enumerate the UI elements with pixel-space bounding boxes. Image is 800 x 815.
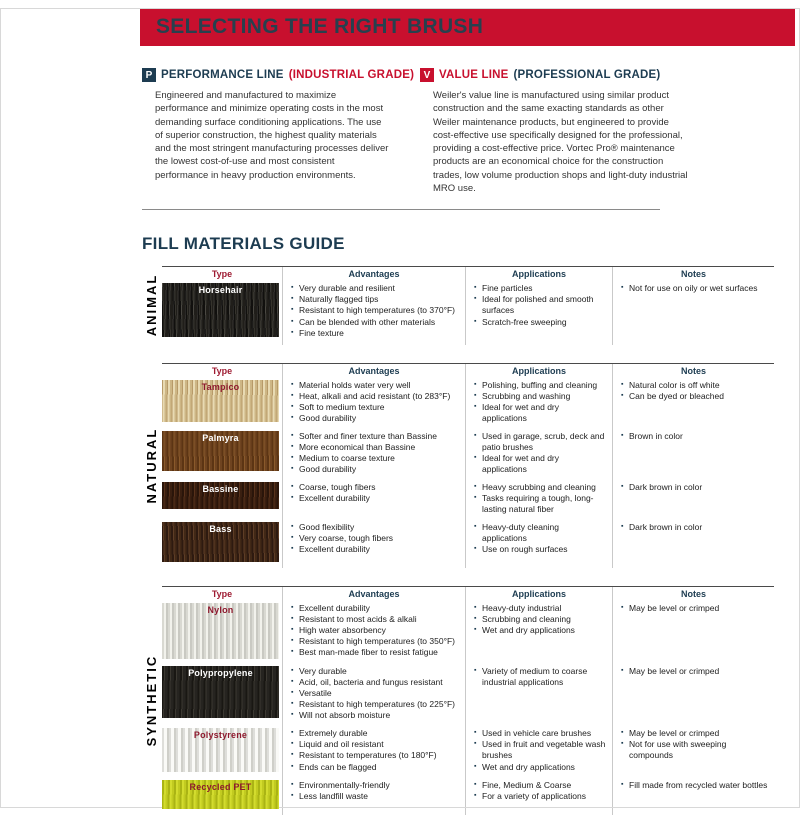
applications-list [474, 603, 606, 636]
bullet-item: ▪ Heavy-duty cleaning applications [474, 522, 606, 544]
bullet-item: ▪ Acid, oil, bacteria and fungus resistant [291, 677, 459, 688]
material-image-bass [162, 522, 279, 562]
applications-cell [465, 779, 612, 815]
bullet-item: ▪ Resistant to high temperatures (to 370°F) [291, 305, 459, 316]
applications-list [474, 780, 606, 802]
performance-line-section [142, 68, 415, 195]
notes-list [621, 482, 768, 493]
material-row-recycled-pet [162, 779, 774, 815]
bullet-item: ▪ Heavy-duty industrial [474, 603, 606, 614]
type-cell [162, 727, 282, 778]
applications-cell [465, 481, 612, 521]
applications-cell [465, 727, 612, 778]
type-cell [162, 521, 282, 568]
material-image-nylon [162, 603, 279, 659]
material-row-bass [162, 521, 774, 568]
bullet-item: ▪ Tasks requiring a tough, long-lasting natural fiber [474, 493, 606, 515]
column-header-advantages: Advantages [282, 267, 465, 282]
column-header-applications: Applications [465, 364, 612, 379]
notes-cell [612, 727, 774, 778]
advantages-list [291, 380, 459, 424]
advantages-cell [282, 481, 465, 521]
material-image-polystyrene [162, 728, 279, 772]
material-row-polypropylene [162, 665, 774, 727]
material-section-synthetic [142, 586, 774, 814]
advantages-list [291, 522, 459, 555]
bullet-item: ▪ Softer and finer texture than Bassine [291, 431, 459, 442]
bullet-item: ▪ Wet and dry applications [474, 762, 606, 773]
type-cell [162, 282, 282, 344]
section-label-animal: ANIMAL [144, 274, 159, 337]
notes-list [621, 431, 768, 442]
advantages-list [291, 431, 459, 475]
bullet-item: ▪ Material holds water very well [291, 380, 459, 391]
bullet-item: ▪ Coarse, tough fibers [291, 482, 459, 493]
bullet-item: ▪ Can be dyed or bleached [621, 391, 768, 402]
column-header-applications: Applications [465, 587, 612, 602]
bullet-item: ▪ Brown in color [621, 431, 768, 442]
material-row-palmyra [162, 430, 774, 481]
advantages-cell [282, 665, 465, 727]
advantages-list [291, 728, 459, 772]
notes-cell [612, 779, 774, 815]
bullet-item: ▪ Naturally flagged tips [291, 294, 459, 305]
page-banner [140, 8, 795, 46]
material-image-palmyra [162, 431, 279, 471]
applications-cell [465, 665, 612, 727]
performance-line-body: Engineered and manufactured to maximize performance and minimize operating costs in the most demanding surface conditioning applications. The use of superior construction, the highest quality materials and the most stringent manufacturing processes deliver the lowest cost-of-use and most consistent performance in heavy production environments. [155, 90, 389, 181]
value-line-heading [420, 68, 692, 82]
material-image-bassine [162, 482, 279, 509]
bullet-item: ▪ May be level or crimped [621, 603, 768, 614]
bullet-item: ▪ Ideal for wet and dry applications [474, 402, 606, 424]
material-section-natural [142, 363, 774, 569]
bullet-item: ▪ Dark brown in color [621, 482, 768, 493]
material-image-horsehair [162, 283, 279, 337]
bullet-item: ▪ Resistant to most acids & alkali [291, 614, 459, 625]
type-cell [162, 481, 282, 521]
notes-list [621, 522, 768, 533]
notes-list [621, 666, 768, 677]
bullet-item: ▪ Environmentally-friendly [291, 780, 459, 791]
type-cell [162, 379, 282, 430]
column-header-type: Type [211, 589, 233, 600]
bullet-item: ▪ Excellent durability [291, 544, 459, 555]
notes-cell [612, 481, 774, 521]
material-row-horsehair [162, 282, 774, 344]
type-cell [162, 779, 282, 815]
material-type-label: Recycled PET [189, 781, 252, 792]
advantages-cell [282, 430, 465, 481]
bullet-item: ▪ Can be blended with other materials [291, 317, 459, 328]
applications-list [474, 283, 606, 327]
advantages-cell [282, 282, 465, 344]
notes-cell [612, 282, 774, 344]
advantages-list [291, 780, 459, 802]
bullet-item: ▪ Resistant to high temperatures (to 225°F) [291, 699, 459, 710]
bullet-item: ▪ Not for use on oily or wet surfaces [621, 283, 768, 294]
bullet-item: ▪ Ends can be flagged [291, 762, 459, 773]
bullet-item: ▪ High water absorbency [291, 625, 459, 636]
column-header-type: Type [211, 365, 233, 376]
applications-list [474, 431, 606, 475]
bullet-item: ▪ Excellent durability [291, 603, 459, 614]
table-header-row [162, 587, 774, 602]
fill-materials-guide-title: FILL MATERIALS GUIDE [142, 234, 345, 254]
advantages-cell [282, 779, 465, 815]
material-type-label: Horsehair [198, 285, 243, 296]
material-row-nylon [162, 602, 774, 665]
performance-line-badge-icon: P [142, 68, 156, 82]
advantages-list [291, 666, 459, 721]
column-header-applications: Applications [465, 267, 612, 282]
bullet-item: ▪ Ideal for wet and dry applications [474, 453, 606, 475]
bullet-item: ▪ May be level or crimped [621, 728, 768, 739]
bullet-item: ▪ Soft to medium texture [291, 402, 459, 413]
bullet-item: ▪ Medium to coarse texture [291, 453, 459, 464]
bullet-item: ▪ Good durability [291, 413, 459, 424]
applications-list [474, 380, 606, 424]
value-line-badge-icon: V [420, 68, 434, 82]
column-header-type: Type [211, 269, 233, 280]
bullet-item: ▪ Versatile [291, 688, 459, 699]
notes-list [621, 380, 768, 402]
advantages-cell [282, 727, 465, 778]
bullet-item: ▪ Best man-made fiber to resist fatigue [291, 647, 459, 658]
value-line-title: VALUE LINE [439, 69, 509, 81]
column-header-notes: Notes [612, 587, 774, 602]
bullet-item: ▪ Fine, Medium & Coarse [474, 780, 606, 791]
bullet-item: ▪ Will not absorb moisture [291, 710, 459, 721]
notes-cell [612, 602, 774, 665]
column-header-advantages: Advantages [282, 587, 465, 602]
advantages-list [291, 482, 459, 504]
notes-cell [612, 430, 774, 481]
bullet-item: ▪ Scrubbing and cleaning [474, 614, 606, 625]
material-type-label: Tampico [201, 381, 240, 392]
column-header-notes: Notes [612, 364, 774, 379]
section-label-natural: NATURAL [144, 427, 159, 504]
section-divider [142, 209, 660, 210]
bullet-item: ▪ Used in fruit and vegetable wash brushes [474, 739, 606, 761]
bullet-item: ▪ Fine texture [291, 328, 459, 339]
material-type-label: Bassine [202, 483, 239, 494]
bullet-item: ▪ Fine particles [474, 283, 606, 294]
applications-cell [465, 602, 612, 665]
material-row-polystyrene [162, 727, 774, 778]
value-line-body: Weiler's value line is manufactured using similar product construction and the same exacting standards as other Weiler maintenance products, but engineered to provide cost-effective use specifically designed for the professional, providing a cost-effective price. Vortec Pro® maintenance products are an economical choice for the construction trades, low volume production shops and light-duty industrial MRO use. [433, 90, 688, 195]
material-type-label: Polypropylene [188, 668, 253, 679]
column-header-notes: Notes [612, 267, 774, 282]
fill-materials-guide [142, 266, 774, 814]
bullet-item: ▪ Used in vehicle care brushes [474, 728, 606, 739]
bullet-item: ▪ Extremely durable [291, 728, 459, 739]
applications-list [474, 728, 606, 772]
material-row-bassine [162, 481, 774, 521]
applications-cell [465, 430, 612, 481]
section-label-synthetic: SYNTHETIC [144, 654, 159, 747]
materials-table [162, 586, 774, 814]
material-row-tampico [162, 379, 774, 430]
advantages-cell [282, 521, 465, 568]
advantages-cell [282, 379, 465, 430]
notes-list [621, 728, 768, 761]
materials-table [162, 266, 774, 344]
notes-list [621, 603, 768, 614]
bullet-item: ▪ Excellent durability [291, 493, 459, 504]
performance-line-heading [142, 68, 415, 82]
bullet-item: ▪ Resistant to high temperatures (to 350°F) [291, 636, 459, 647]
bullet-item: ▪ For a variety of applications [474, 791, 606, 802]
bullet-item: ▪ Natural color is off white [621, 380, 768, 391]
applications-cell [465, 379, 612, 430]
table-header-row [162, 364, 774, 379]
material-image-tampico [162, 380, 279, 422]
bullet-item: ▪ Ideal for polished and smooth surfaces [474, 294, 606, 316]
page-title: SELECTING THE RIGHT BRUSH [156, 15, 484, 38]
bullet-item: ▪ Scrubbing and washing [474, 391, 606, 402]
performance-line-subtitle: (INDUSTRIAL GRADE) [288, 69, 415, 81]
bullet-item: ▪ Good flexibility [291, 522, 459, 533]
notes-list [621, 283, 768, 294]
materials-table [162, 363, 774, 569]
applications-list [474, 522, 606, 555]
type-cell [162, 665, 282, 727]
material-type-label: Nylon [207, 605, 234, 616]
notes-list [621, 780, 768, 791]
material-section-animal [142, 266, 774, 344]
applications-list [474, 666, 606, 688]
bullet-item: ▪ Very durable and resilient [291, 283, 459, 294]
material-type-label: Palmyra [202, 432, 239, 443]
bullet-item: ▪ More economical than Bassine [291, 442, 459, 453]
bullet-item: ▪ Very coarse, tough fibers [291, 533, 459, 544]
performance-line-title: PERFORMANCE LINE [161, 69, 284, 81]
value-line-section [420, 68, 692, 195]
bullet-item: ▪ Polishing, buffing and cleaning [474, 380, 606, 391]
notes-cell [612, 521, 774, 568]
material-type-label: Bass [209, 524, 232, 535]
column-header-advantages: Advantages [282, 364, 465, 379]
bullet-item: ▪ Liquid and oil resistant [291, 739, 459, 750]
bullet-item: ▪ Heat, alkali and acid resistant (to 283°F) [291, 391, 459, 402]
value-line-subtitle: (PROFESSIONAL GRADE) [513, 69, 661, 81]
bullet-item: ▪ Very durable [291, 666, 459, 677]
material-type-label: Polystyrene [193, 730, 248, 741]
applications-cell [465, 521, 612, 568]
bullet-item: ▪ Dark brown in color [621, 522, 768, 533]
applications-cell [465, 282, 612, 344]
bullet-item: ▪ Less landfill waste [291, 791, 459, 802]
advantages-cell [282, 602, 465, 665]
bullet-item: ▪ Fill made from recycled water bottles [621, 780, 768, 791]
bullet-item: ▪ Resistant to temperatures (to 180°F) [291, 750, 459, 761]
advantages-list [291, 283, 459, 338]
table-header-row [162, 267, 774, 282]
bullet-item: ▪ May be level or crimped [621, 666, 768, 677]
material-image-recycled-pet [162, 780, 279, 809]
bullet-item: ▪ Heavy scrubbing and cleaning [474, 482, 606, 493]
product-lines [142, 68, 800, 195]
type-cell [162, 430, 282, 481]
advantages-list [291, 603, 459, 658]
bullet-item: ▪ Not for use with sweeping compounds [621, 739, 768, 761]
type-cell [162, 602, 282, 665]
notes-cell [612, 665, 774, 727]
notes-cell [612, 379, 774, 430]
bullet-item: ▪ Scratch-free sweeping [474, 317, 606, 328]
applications-list [474, 482, 606, 515]
bullet-item: ▪ Used in garage, scrub, deck and patio brushes [474, 431, 606, 453]
catalog-page [0, 8, 800, 815]
bullet-item: ▪ Good durability [291, 464, 459, 475]
material-image-polypropylene [162, 666, 279, 718]
bullet-item: ▪ Use on rough surfaces [474, 544, 606, 555]
bullet-item: ▪ Wet and dry applications [474, 625, 606, 636]
bullet-item: ▪ Variety of medium to coarse industrial applications [474, 666, 606, 688]
